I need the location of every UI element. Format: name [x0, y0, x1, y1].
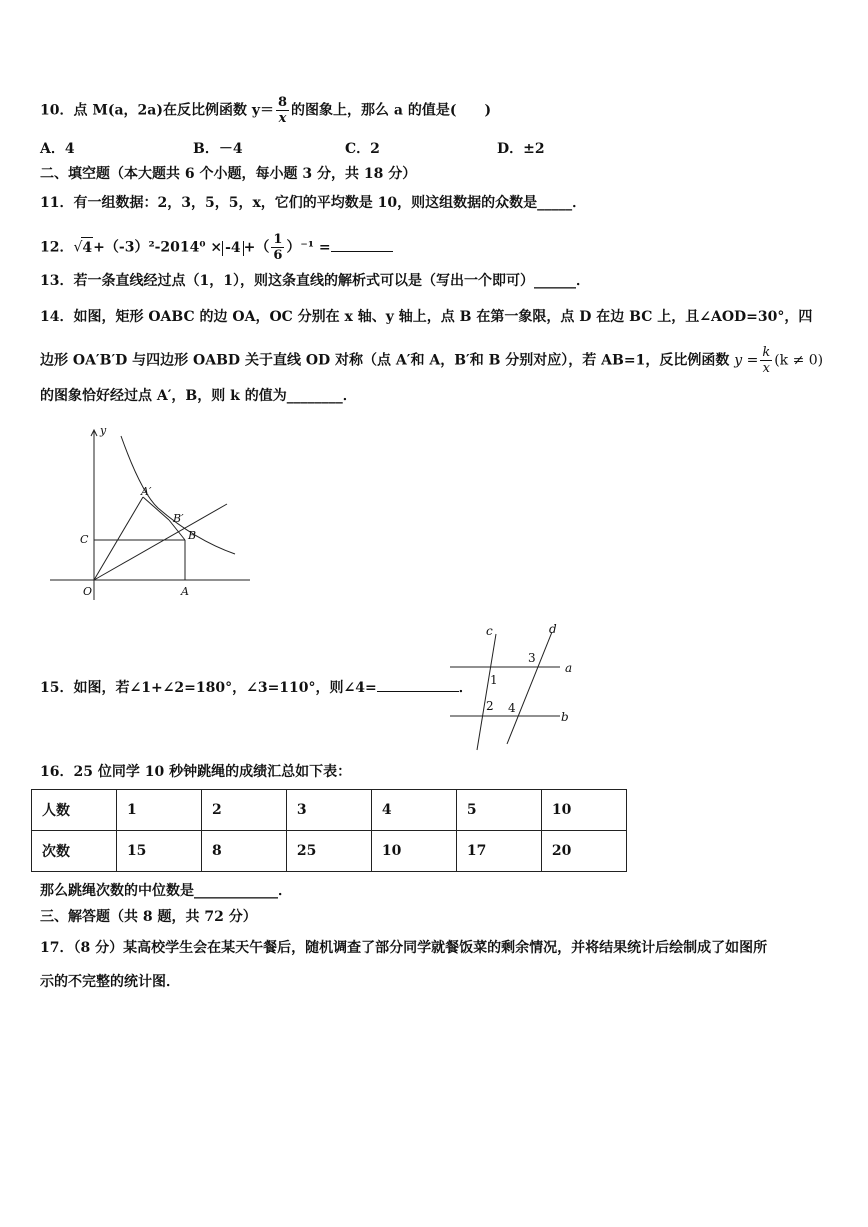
section-2-heading: 二、填空题（本大题共 6 个小题，每小题 3 分，共 18 分） — [40, 166, 417, 182]
q12-fraction: $\frac{1}{6}$ — [273, 232, 283, 263]
label-angle-1: 1 — [490, 673, 498, 687]
table-row — [32, 831, 627, 872]
table-cell: 1 — [116, 790, 201, 831]
table-cell: 20 — [541, 831, 626, 872]
label-line-d: d — [549, 622, 557, 636]
q10-option-d: D．±2 — [497, 141, 545, 157]
q14-fraction: $\frac{k}{x}$ — [762, 345, 771, 376]
table-cell: 10 — [371, 831, 456, 872]
table-cell: 4 — [371, 790, 456, 831]
segment-oa-prime — [94, 497, 143, 580]
question-15: 15．如图，若∠1+∠2=180°，∠3=110°，则∠4= ． — [40, 677, 473, 698]
label-line-a: a — [565, 661, 573, 675]
table-cell: 次数 — [32, 831, 117, 872]
table-cell: 25 — [286, 831, 371, 872]
line-c — [477, 634, 496, 750]
hyperbola-curve — [121, 436, 235, 554]
jump-rope-table — [31, 789, 627, 872]
q12-answer-blank — [331, 237, 393, 252]
table-cell: 8 — [201, 831, 286, 872]
question-16: 16．25 位同学 10 秒钟跳绳的成绩汇总如下表： — [40, 764, 352, 780]
question-14-line-1: 14．如图，矩形 OABC 的边 OA，OC 分别在 x 轴、y 轴上，点 B 在第一象限，点 D 在边 BC 上，且∠AOD=30°，四 — [40, 309, 813, 325]
question-17-line-1: 17．（8 分）某高校学生会在某天午餐后，随机调查了部分同学就餐饭菜的剩余情况，并将结果统计后绘制成了如图所 — [40, 940, 768, 956]
question-13: 13．若一条直线经过点（1，1），则这条直线的解析式可以是（写出一个即可）______． — [40, 273, 590, 289]
label-a: A — [181, 585, 189, 598]
segment-a-prime-b-prime — [143, 497, 169, 520]
table-cell: 人数 — [32, 790, 117, 831]
section-3-heading: 三、解答题（共 8 题，共 72 分） — [40, 909, 257, 925]
label-a-prime: A′ — [141, 485, 152, 498]
table-cell: 2 — [201, 790, 286, 831]
label-line-c: c — [486, 624, 493, 638]
label-o: O — [83, 585, 93, 598]
label-line-b: b — [561, 710, 569, 724]
q12-abs: -4 — [222, 241, 244, 256]
table-cell: 5 — [456, 790, 541, 831]
question-16-followup: 那么跳绳次数的中位数是____________． — [40, 883, 292, 899]
q10-fraction: $\frac{8}{x}$ — [278, 95, 288, 126]
label-y: y — [100, 424, 107, 437]
q10-option-c: C．2 — [345, 141, 380, 157]
line-d — [507, 632, 552, 744]
question-17-line-2: 示的不完整的统计图． — [40, 974, 180, 990]
q14-figure — [45, 422, 255, 602]
question-10 — [40, 95, 491, 126]
q12-sqrt: 4 — [81, 237, 93, 258]
q10-prefix: 10．点 M(a，2a)在反比例函数 y＝ — [40, 102, 274, 119]
q10-option-a: A．4 — [40, 141, 75, 157]
question-11: 11．有一组数据：2，3，5，5，x，它们的平均数是 10，则这组数据的众数是_____． — [40, 195, 587, 211]
label-angle-4: 4 — [508, 701, 516, 715]
label-b: B — [188, 529, 197, 542]
label-b-prime: B′ — [173, 512, 184, 525]
label-angle-3: 3 — [528, 651, 536, 665]
q10-suffix: 的图象上，那么 a 的值是( ) — [291, 102, 492, 119]
question-14-line-2: 边形 OA′B′D 与四边形 OABD 关于直线 OD 对称（点 A′和 A，B′和 B 分别对应），若 AB=1，反比例函数 y = $\frac{k}{x}$ (k ≠ 0) — [40, 345, 824, 376]
table-cell: 17 — [456, 831, 541, 872]
table-cell: 3 — [286, 790, 371, 831]
table-cell: 10 — [541, 790, 626, 831]
table-cell: 15 — [116, 831, 201, 872]
label-c: C — [80, 533, 89, 546]
question-12: 12．√4+（-3）²-2014⁰ × -4 +（ $\frac{1}{6}$ ）⁻¹ = — [40, 232, 393, 263]
question-14-line-3: 的图象恰好经过点 A′，B，则 k 的值为________． — [40, 388, 357, 404]
label-angle-2: 2 — [486, 699, 494, 713]
q10-option-b: B．－4 — [193, 141, 243, 157]
q15-figure — [446, 620, 586, 756]
table-row — [32, 790, 627, 831]
